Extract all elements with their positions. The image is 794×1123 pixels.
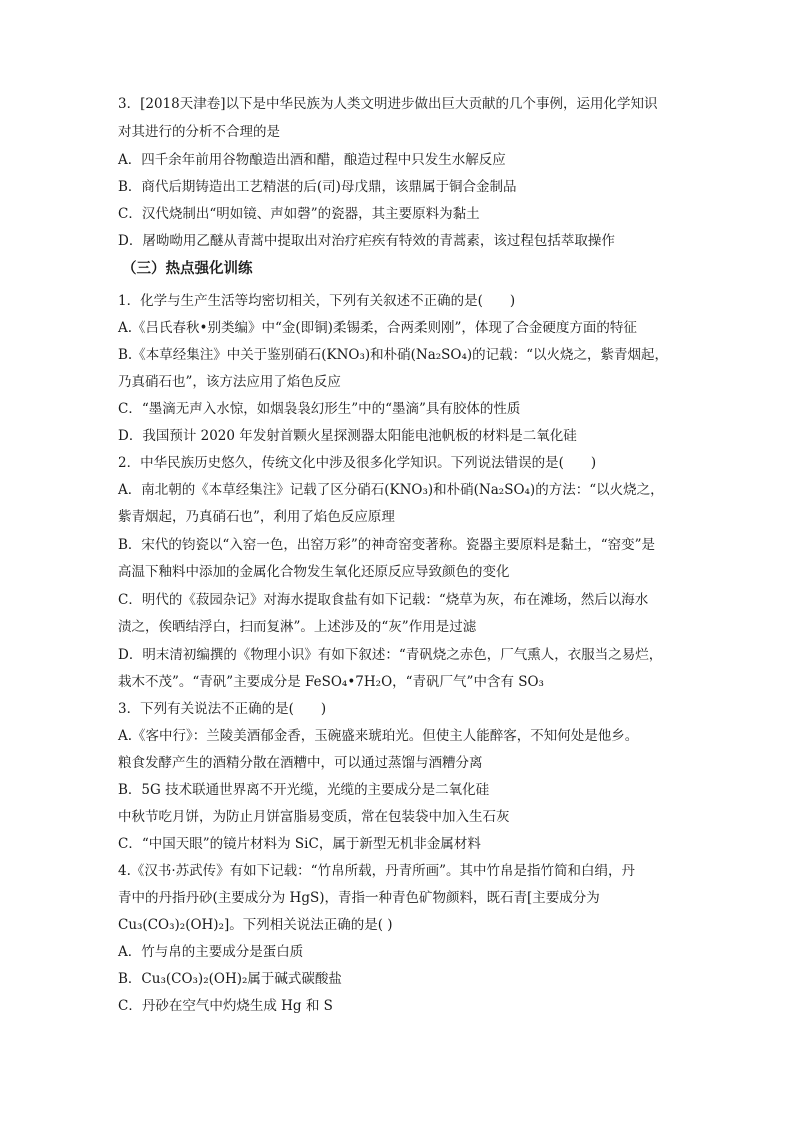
t3-option-c: C．“中国天眼”的镜片材料为 SiC，属于新型无机非金属材料 — [118, 836, 481, 852]
t3-option-c-pre: 中秋节吃月饼，为防止月饼富脂易变质，常在包装袋中加入生石灰 — [118, 809, 510, 825]
t1-option-b-line1: B.《本草经集注》中关于鉴别硝石(KNO₃)和朴硝(Na₂SO₄)的记载：“以火烧之，紫青烟起， — [118, 347, 669, 363]
t2-option-a-line1: A．南北朝的《本草经集注》记载了区分硝石(KNO₃)和朴硝(Na₂SO₄)的方法：“以火烧之， — [118, 482, 664, 498]
t3-option-b: B．5G 技术联通世界离不开光缆，光缆的主要成分是二氧化硅 — [118, 782, 490, 798]
q3-option-c: C．汉代烧制出“明如镜、声如磬”的瓷器，其主要原料为黏土 — [118, 206, 480, 222]
t3-stem: 3．下列有关说法不正确的是( ) — [118, 701, 327, 717]
q3-option-d: D．屠呦呦用乙醚从青蒿中提取出对治疗疟疾有特效的青蒿素，该过程包括萃取操作 — [118, 233, 615, 249]
q3-stem-line2: 对其进行的分析不合理的是 — [118, 124, 280, 140]
q3-option-b: B．商代后期铸造出工艺精湛的后(司)母戊鼎，该鼎属于铜合金制品 — [118, 179, 517, 195]
q3-option-a: A．四千余年前用谷物酿造出酒和醋，酿造过程中只发生水解反应 — [118, 152, 506, 168]
t4-stem-line3: Cu₃(CO₃)₂(OH)₂]。下列相关说法正确的是( ) — [118, 917, 393, 933]
t2-option-d-line1: D．明末清初编撰的《物理小识》有如下叙述：“青矾烧之赤色，厂气熏人，衣服当之易烂， — [118, 647, 663, 663]
t3-option-a-line2: 粮食发酵产生的酒精分散在酒糟中，可以通过蒸馏与酒糟分离 — [118, 755, 483, 771]
t4-option-a: A．竹与帛的主要成分是蛋白质 — [118, 944, 304, 960]
t1-option-d: D．我国预计 2020 年发射首颗火星探测器太阳能电池帆板的材料是二氧化硅 — [118, 428, 577, 444]
t4-stem-line1: 4.《汉书·苏武传》有如下记载：“竹帛所载，丹青所画”。其中竹帛是指竹简和白绢，丹 — [118, 863, 635, 879]
t2-option-a-line2: 紫青烟起，乃真硝石也”，利用了焰色反应原理 — [118, 509, 395, 525]
t2-option-d-line2: 栽木不茂”。“青矾”主要成分是 FeSO₄•7H₂O，“青矾厂气”中含有 SO₃ — [118, 674, 544, 690]
t1-option-c: C．“墨滴无声入水惊，如烟袅袅幻形生”中的“墨滴”具有胶体的性质 — [118, 401, 521, 417]
t4-option-b: B．Cu₃(CO₃)₂(OH)₂属于碱式碳酸盐 — [118, 971, 342, 987]
t2-stem: 2．中华民族历史悠久，传统文化中涉及很多化学知识。下列说法错误的是( ) — [118, 455, 597, 471]
t2-option-b-line1: B．宋代的钧瓷以“入窑一色，出窑万彩”的神奇窑变著称。瓷器主要原料是黏土，“窑变”是 — [118, 537, 656, 553]
t1-option-b-line2: 乃真硝石也”，该方法应用了焰色反应 — [118, 374, 341, 390]
t1-option-a: A.《吕氏春秋•别类编》中“金(即铜)柔锡柔，合两柔则刚”，体现了合金硬度方面的特征 — [118, 320, 637, 336]
t4-option-c: C．丹砂在空气中灼烧生成 Hg 和 S — [118, 998, 333, 1014]
t4-stem-line2: 青中的丹指丹砂(主要成分为 HgS)，青指一种青色矿物颜料，既石青[主要成分为 — [118, 890, 600, 906]
t2-option-c-line2: 渍之，俟晒结浮白，扫而复淋”。上述涉及的“灰”作用是过滤 — [118, 619, 477, 635]
q3-stem-line1: 3．[2018天津卷]以下是中华民族为人类文明进步做出巨大贡献的几个事例，运用化学知识 — [118, 96, 658, 112]
t2-option-b-line2: 高温下釉料中添加的金属化合物发生氧化还原反应导致颜色的变化 — [118, 564, 510, 580]
t1-stem: 1．化学与生产生活等均密切相关，下列有关叙述不正确的是( ) — [118, 293, 516, 309]
t2-option-c-line1: C．明代的《菽园杂记》对海水提取食盐有如下记载：“烧草为灰，布在滩场，然后以海水 — [118, 592, 649, 608]
t3-option-a-line1: A.《客中行》：兰陵美酒郁金香，玉碗盛来琥珀光。但使主人能醉客，不知何处是他乡。 — [118, 728, 639, 744]
section-heading: （三）热点强化训练 — [122, 260, 253, 277]
